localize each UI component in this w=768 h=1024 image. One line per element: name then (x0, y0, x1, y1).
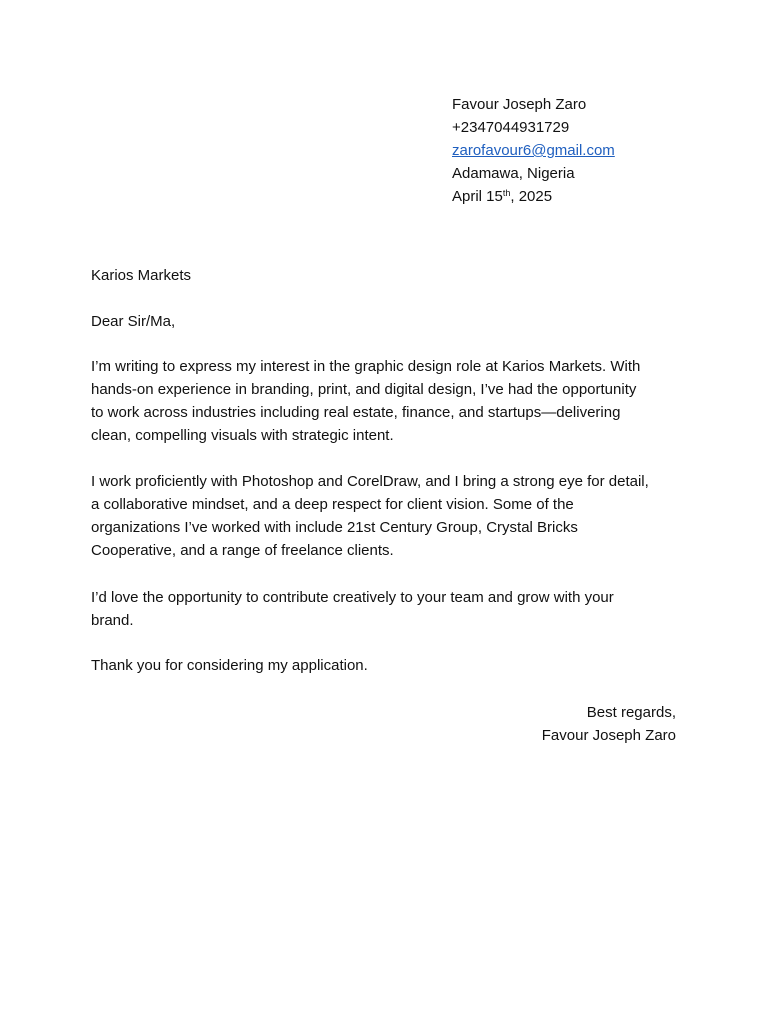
date-rest: , 2025 (510, 188, 553, 205)
paragraph-closing (91, 586, 691, 632)
sender-phone: +2347044931729 (452, 119, 570, 136)
salutation: Dear Sir/Ma, (91, 313, 176, 330)
signature-name: Favour Joseph Zaro (541, 727, 676, 744)
sign-off: Best regards, (586, 704, 676, 721)
date-ordinal: th (502, 188, 511, 198)
thanks-line: Thank you for considering my application. (91, 657, 368, 674)
closing-block (542, 701, 676, 747)
sender-name: Favour Joseph Zaro (452, 96, 587, 113)
date-prefix: April 15 (452, 188, 503, 205)
paragraph-skills (91, 470, 691, 562)
paragraph-line: clean, compelling visuals with strategic intent. (91, 427, 394, 444)
sender-location: Adamawa, Nigeria (452, 165, 575, 182)
letter-date (452, 185, 615, 208)
sender-block (452, 93, 615, 208)
paragraph-line: I’m writing to express my interest in the graphic design role at Karios Markets. With (91, 358, 641, 375)
recipient-name: Karios Markets (91, 267, 192, 284)
sender-email-link[interactable]: zarofavour6@gmail.com (452, 142, 615, 159)
paragraph-line: I work proficiently with Photoshop and CorelDraw, and I bring a strong eye for detail, (91, 473, 649, 490)
paragraph-line: brand. (91, 612, 134, 629)
paragraph-line: hands-on experience in branding, print, and digital design, I’ve had the opportunity (91, 381, 637, 398)
paragraph-intro (91, 355, 691, 447)
paragraph-line: a collaborative mindset, and a deep respect for client vision. Some of the (91, 496, 574, 513)
paragraph-line: I’d love the opportunity to contribute creatively to your team and grow with your (91, 589, 614, 606)
paragraph-line: organizations I’ve worked with include 21st Century Group, Crystal Bricks (91, 519, 578, 536)
sender-email-line (452, 139, 615, 162)
paragraph-line: Cooperative, and a range of freelance clients. (91, 542, 394, 559)
paragraph-line: to work across industries including real estate, finance, and startups—delivering (91, 404, 621, 421)
